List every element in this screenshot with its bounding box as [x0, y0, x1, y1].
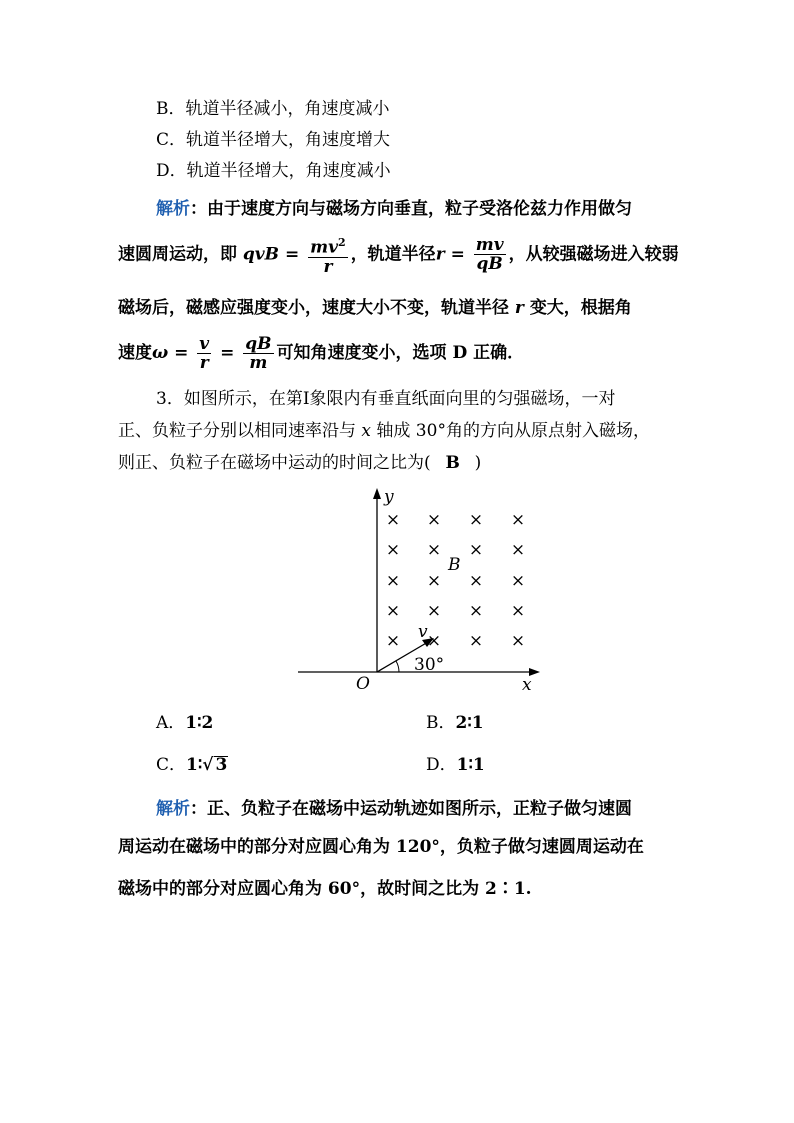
fraction-denominator: r [199, 353, 209, 373]
equals-sign: = [279, 244, 306, 265]
equals-sign: = [214, 343, 241, 363]
option-c [156, 129, 390, 151]
sqrt-radicand: 3 [215, 755, 228, 775]
solution-text: 变大，根据角 [529, 298, 632, 318]
fraction-denominator: m [249, 353, 268, 373]
cross: × [510, 631, 526, 651]
superscript: 2 [338, 236, 346, 249]
question-text: 轴成 30°角的方向从原点射入磁场， [376, 421, 650, 441]
solution-text: 可知角速度变小，选项 D 正确． [276, 343, 525, 363]
cross: × [426, 601, 442, 621]
option-b [156, 98, 390, 120]
cross: × [510, 510, 526, 530]
cross: × [426, 540, 442, 560]
solution-text: ，从较强磁场进入较弱 [508, 244, 679, 265]
cross: × [510, 601, 526, 621]
formula-qvb: qvB [242, 244, 280, 265]
solution-label: 解析 [156, 199, 190, 219]
option-letter: C． [156, 130, 187, 150]
y-axis-arrow [373, 488, 381, 499]
solution-label: 解析 [156, 799, 190, 819]
solution-text: 速圆周运动，即 [118, 244, 237, 265]
solution-text: 磁场中的部分对应圆心角为 60°，故时间之比为 2∶1. [118, 879, 532, 899]
option-letter: A． [156, 713, 186, 733]
answer-letter: B [445, 453, 460, 473]
option-text: 轨道半径增大，角速度减小 [186, 161, 391, 181]
solution2-line1 [156, 798, 632, 820]
cross: × [510, 540, 526, 560]
fraction-denominator: qB [476, 254, 503, 275]
option-text: 1∶ [186, 755, 203, 775]
cross: × [385, 510, 401, 530]
solution-text: 周运动在磁场中的部分对应圆心角为 120°，负粒子做匀速圆周运动在 [118, 837, 644, 857]
question-text: ) [474, 453, 482, 473]
cross: × [468, 540, 484, 560]
fraction-numerator: mv [310, 237, 339, 258]
y-axis-label: y [384, 487, 394, 507]
solution2-line3 [118, 878, 532, 900]
option-letter: B． [426, 713, 456, 733]
solution-text: ：正、负粒子在磁场中运动轨迹如图所示，正粒子做匀速圆 [190, 799, 632, 819]
fraction-v-r [197, 335, 211, 372]
option-letter: B． [156, 99, 186, 119]
solution1-line2 [118, 234, 679, 276]
fraction-denominator: r [323, 256, 333, 277]
q3-option-a [156, 712, 213, 734]
symbol-r: r [435, 244, 445, 265]
fraction-numerator: mv [475, 235, 504, 256]
magnetic-field-figure [290, 484, 550, 696]
question-text: 则正、负粒子在磁场中运动的时间之比为( [118, 453, 431, 473]
solution2-line2 [118, 836, 644, 858]
option-d [156, 160, 391, 182]
option-text: 1∶2 [185, 713, 214, 733]
option-text: 轨道半径增大，角速度增大 [186, 130, 391, 150]
equals-sign: = [444, 244, 471, 265]
cross: × [385, 631, 401, 651]
question3-line3 [118, 452, 481, 474]
solution-text: 磁场后，磁感应强度变小，速度大小不变，轨道半径 [118, 298, 509, 318]
solution1-line4 [118, 333, 524, 373]
q3-option-d [426, 754, 485, 776]
option-letter: C． [156, 755, 187, 775]
fraction-mv2-r [308, 234, 348, 276]
cross: × [426, 510, 442, 530]
cross: × [510, 571, 526, 591]
solution1-line3 [118, 297, 632, 319]
cross: × [468, 510, 484, 530]
cross: × [385, 540, 401, 560]
symbol-omega: ω [152, 343, 169, 363]
symbol-r: r [514, 298, 524, 318]
fraction-numerator: qB [245, 334, 272, 354]
question3-line1 [156, 388, 616, 410]
field-label: B [448, 555, 461, 575]
question3-line2 [118, 420, 650, 442]
cross: × [426, 571, 442, 591]
q3-option-b [426, 712, 484, 734]
cross: × [468, 601, 484, 621]
solution-text: ：由于速度方向与磁场方向垂直，粒子受洛伦兹力作用做匀 [190, 199, 632, 219]
fraction-qb-m [243, 335, 273, 372]
angle-arc [396, 661, 399, 672]
cross: × [385, 571, 401, 591]
solution-text: 速度 [118, 343, 152, 363]
option-text: 轨道半径减小，角速度减小 [185, 99, 390, 119]
cross: × [385, 601, 401, 621]
q3-option-c [156, 754, 228, 776]
question-text: 3．如图所示，在第Ⅰ象限内有垂直纸面向里的匀强磁场，一对 [156, 389, 616, 409]
solution-text: ，轨道半径 [350, 244, 436, 265]
field-crosses [386, 510, 525, 651]
origin-label: O [356, 674, 370, 694]
solution1-line1 [156, 198, 632, 220]
equals-sign: = [168, 343, 195, 363]
angle-label: 30° [414, 655, 445, 675]
sqrt-sign: √ [202, 755, 214, 775]
option-letter: D． [156, 161, 187, 181]
symbol-x: x [361, 421, 371, 441]
fraction-mv-qb [474, 236, 506, 273]
x-axis-label: x [522, 675, 532, 695]
option-text: 1∶1 [456, 755, 485, 775]
option-text: 2∶1 [455, 713, 484, 733]
velocity-label: v [418, 622, 428, 642]
cross: × [468, 631, 484, 651]
option-letter: D． [426, 755, 457, 775]
question-text: 正、负粒子分别以相同速率沿与 [118, 421, 356, 441]
cross: × [426, 631, 442, 651]
fraction-numerator: v [199, 334, 210, 354]
cross: × [468, 571, 484, 591]
